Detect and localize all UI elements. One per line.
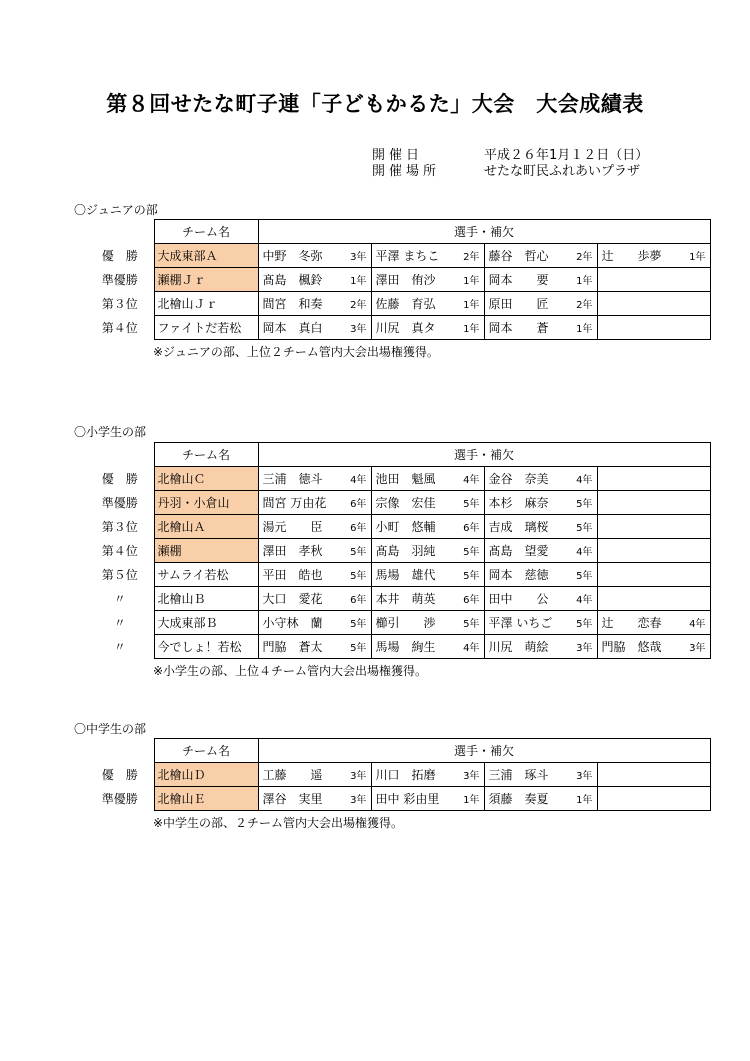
section-note: ※ジュニアの部、上位２チーム管内大会出場権獲得。 (153, 345, 439, 359)
player-name-cell: 平澤 いちご (484, 611, 572, 635)
player-grade-cell: 3年 (572, 635, 597, 659)
player-name-cell (597, 316, 685, 340)
info-row-venue (372, 164, 648, 180)
player-grade-cell: 1年 (459, 316, 484, 340)
table-row (86, 268, 710, 292)
player-grade-cell: 2年 (572, 292, 597, 316)
player-name-cell: 間宮 和奏 (258, 292, 346, 316)
player-name-cell: 池田 魁風 (371, 467, 459, 491)
player-name-cell: 澤谷 実里 (258, 787, 346, 811)
player-grade-cell: 5年 (572, 611, 597, 635)
table-row (86, 491, 710, 515)
player-grade-cell (685, 763, 710, 787)
rank-cell: 〃 (113, 592, 126, 606)
section-title: 〇中学生の部 (74, 722, 147, 736)
player-name-cell: 髙島 楓鈴 (258, 268, 346, 292)
player-grade-cell: 1年 (572, 268, 597, 292)
player-name-cell: 平田 皓也 (258, 563, 346, 587)
player-grade-cell: 1年 (459, 268, 484, 292)
player-name-cell (597, 787, 685, 811)
rank-cell: 第３位 (101, 520, 138, 534)
player-grade-cell: 2年 (572, 244, 597, 268)
table-row (86, 587, 710, 611)
section-note: ※中学生の部、２チーム管内大会出場権獲得。 (153, 816, 404, 830)
player-name-cell: 川尻 真タ (371, 316, 459, 340)
player-grade-cell: 5年 (459, 491, 484, 515)
player-grade-cell (685, 268, 710, 292)
player-name-cell: 宗像 宏佳 (371, 491, 459, 515)
rank-cell: 第４位 (101, 321, 138, 335)
player-grade-cell: 6年 (346, 515, 371, 539)
player-grade-cell: 5年 (346, 611, 371, 635)
player-name-cell (597, 491, 685, 515)
player-name-cell: 馬場 絢生 (371, 635, 459, 659)
header-blank (86, 443, 154, 467)
team-cell: 大成東部Ｂ (154, 611, 258, 635)
team-cell: 瀬棚 (154, 539, 258, 563)
header-blank (86, 739, 154, 763)
team-cell: 大成東部Ａ (154, 244, 258, 268)
table-header-row (86, 739, 710, 763)
player-name-cell: 門脇 悠哉 (597, 635, 685, 659)
player-name-cell: 川尻 萌絵 (484, 635, 572, 659)
player-name-cell (597, 467, 685, 491)
info-row-date (372, 148, 648, 164)
player-name-cell: 馬場 雄代 (371, 563, 459, 587)
player-name-cell: 髙島 羽純 (371, 539, 459, 563)
header-team: チーム名 (154, 739, 258, 763)
player-grade-cell: 1年 (572, 316, 597, 340)
team-cell: 瀬棚Ｊｒ (154, 268, 258, 292)
player-grade-cell: 5年 (572, 491, 597, 515)
results-table (86, 738, 711, 811)
player-grade-cell (685, 539, 710, 563)
table-row (86, 292, 710, 316)
player-name-cell (597, 563, 685, 587)
rank-cell: 〃 (113, 616, 126, 630)
player-grade-cell: 5年 (572, 563, 597, 587)
player-grade-cell: 4年 (572, 467, 597, 491)
rank-cell: 第４位 (101, 544, 138, 558)
player-grade-cell: 4年 (685, 611, 710, 635)
player-name-cell: 本杉 麻奈 (484, 491, 572, 515)
player-name-cell: 小町 悠輔 (371, 515, 459, 539)
table-row (86, 539, 710, 563)
player-name-cell: 原田 匠 (484, 292, 572, 316)
player-name-cell: 髙島 望愛 (484, 539, 572, 563)
header-team: チーム名 (154, 220, 258, 244)
player-grade-cell (685, 292, 710, 316)
player-grade-cell: 2年 (346, 292, 371, 316)
player-name-cell (597, 539, 685, 563)
player-name-cell: 岡本 慈徳 (484, 563, 572, 587)
event-info (372, 148, 648, 180)
team-cell: 今でしょ！若松 (154, 635, 258, 659)
player-grade-cell: 1年 (572, 787, 597, 811)
player-name-cell: 三浦 琢斗 (484, 763, 572, 787)
player-grade-cell (685, 787, 710, 811)
rank-cell: 〃 (113, 640, 126, 654)
player-name-cell: 田中 公 (484, 587, 572, 611)
team-cell: 北檜山Ｅ (154, 787, 258, 811)
team-cell: 北檜山Ｄ (154, 763, 258, 787)
player-name-cell: 辻 歩夢 (597, 244, 685, 268)
player-name-cell: 岡本 蒼 (484, 316, 572, 340)
player-grade-cell: 5年 (459, 611, 484, 635)
player-name-cell: 澤田 孝秋 (258, 539, 346, 563)
player-name-cell: 工藤 遥 (258, 763, 346, 787)
player-grade-cell: 4年 (572, 539, 597, 563)
team-cell: 北檜山Ｊｒ (154, 292, 258, 316)
player-grade-cell: 6年 (459, 587, 484, 611)
player-grade-cell: 3年 (685, 635, 710, 659)
section-title: 〇小学生の部 (74, 425, 147, 439)
player-name-cell: 田中 彩由里 (371, 787, 459, 811)
table-row (86, 515, 710, 539)
player-name-cell: 佐藤 育弘 (371, 292, 459, 316)
player-name-cell: 間宮 万由花 (258, 491, 346, 515)
info-value: 平成２６年1月１２日（日） (484, 148, 649, 163)
player-name-cell: 金谷 奈美 (484, 467, 572, 491)
table-header-row (86, 443, 710, 467)
player-grade-cell: 1年 (346, 268, 371, 292)
rank-cell: 優 勝 (101, 472, 138, 486)
player-grade-cell: 5年 (572, 515, 597, 539)
player-name-cell (597, 587, 685, 611)
player-name-cell: 平澤 まちこ (371, 244, 459, 268)
rank-cell: 準優勝 (101, 496, 138, 510)
rank-cell: 優 勝 (101, 768, 138, 782)
player-grade-cell: 5年 (459, 539, 484, 563)
table-row (86, 611, 710, 635)
header-team: チーム名 (154, 443, 258, 467)
player-grade-cell (685, 515, 710, 539)
player-grade-cell: 3年 (346, 763, 371, 787)
table-row (86, 467, 710, 491)
header-players: 選手・補欠 (258, 220, 710, 244)
player-name-cell: 岡本 真白 (258, 316, 346, 340)
results-table (86, 442, 711, 659)
team-cell: サムライ若松 (154, 563, 258, 587)
team-cell: 北檜山Ｃ (154, 467, 258, 491)
player-name-cell: 岡本 要 (484, 268, 572, 292)
rank-cell: 優 勝 (101, 249, 138, 263)
player-grade-cell: 3年 (572, 763, 597, 787)
player-name-cell: 門脇 蒼太 (258, 635, 346, 659)
team-cell: 丹羽・小倉山 (154, 491, 258, 515)
player-grade-cell: 6年 (459, 515, 484, 539)
rank-cell: 第３位 (101, 297, 138, 311)
player-grade-cell: 1年 (685, 244, 710, 268)
player-grade-cell: 3年 (346, 787, 371, 811)
rank-cell: 第５位 (101, 568, 138, 582)
player-name-cell: 辻 恋春 (597, 611, 685, 635)
player-name-cell: 藤谷 哲心 (484, 244, 572, 268)
player-name-cell: 湯元 臣 (258, 515, 346, 539)
player-grade-cell: 4年 (346, 467, 371, 491)
header-players: 選手・補欠 (258, 443, 710, 467)
player-grade-cell: 6年 (346, 491, 371, 515)
player-name-cell: 中野 冬弥 (258, 244, 346, 268)
player-name-cell: 須藤 奏夏 (484, 787, 572, 811)
header-blank (86, 220, 154, 244)
player-grade-cell: 5年 (346, 635, 371, 659)
table-row (86, 244, 710, 268)
player-grade-cell: 6年 (346, 587, 371, 611)
player-name-cell: 三浦 徳斗 (258, 467, 346, 491)
player-grade-cell: 5年 (346, 563, 371, 587)
player-name-cell: 本井 萌英 (371, 587, 459, 611)
player-name-cell (597, 292, 685, 316)
page-title: 第８回せたな町子連「子どもかるた」大会 大会成績表 (106, 92, 644, 116)
table-row (86, 316, 710, 340)
section-note: ※小学生の部、上位４チーム管内大会出場権獲得。 (153, 664, 428, 678)
table-row (86, 635, 710, 659)
player-name-cell: 吉成 璃桜 (484, 515, 572, 539)
player-grade-cell: 4年 (459, 635, 484, 659)
player-grade-cell: 3年 (346, 316, 371, 340)
player-name-cell: 櫛引 渉 (371, 611, 459, 635)
player-grade-cell: 4年 (459, 467, 484, 491)
player-grade-cell: 4年 (572, 587, 597, 611)
table-row (86, 563, 710, 587)
results-table (86, 219, 711, 340)
player-grade-cell: 1年 (459, 787, 484, 811)
table-row (86, 787, 710, 811)
player-grade-cell (685, 467, 710, 491)
player-name-cell: 小守林 蘭 (258, 611, 346, 635)
player-grade-cell: 3年 (459, 763, 484, 787)
rank-cell: 準優勝 (101, 273, 138, 287)
info-value: せたな町民ふれあいプラザ (484, 164, 641, 179)
player-grade-cell: 5年 (346, 539, 371, 563)
player-name-cell (597, 268, 685, 292)
player-name-cell (597, 515, 685, 539)
player-grade-cell: 2年 (459, 244, 484, 268)
player-name-cell: 澤田 侑沙 (371, 268, 459, 292)
player-grade-cell: 1年 (459, 292, 484, 316)
player-grade-cell: 5年 (459, 563, 484, 587)
player-grade-cell (685, 316, 710, 340)
table-row (86, 763, 710, 787)
player-grade-cell: 3年 (346, 244, 371, 268)
team-cell: 北檜山Ａ (154, 515, 258, 539)
player-grade-cell (685, 587, 710, 611)
header-players: 選手・補欠 (258, 739, 710, 763)
info-key: 開催日 (372, 148, 424, 163)
team-cell: 北檜山Ｂ (154, 587, 258, 611)
player-name-cell (597, 763, 685, 787)
section-title: 〇ジュニアの部 (74, 203, 158, 217)
rank-cell: 準優勝 (101, 792, 138, 806)
player-name-cell: 大口 愛花 (258, 587, 346, 611)
table-header-row (86, 220, 710, 244)
player-name-cell: 川口 拓磨 (371, 763, 459, 787)
player-grade-cell (685, 563, 710, 587)
info-key: 開催場所 (372, 164, 441, 179)
player-grade-cell (685, 491, 710, 515)
team-cell: ファイトだ若松 (154, 316, 258, 340)
